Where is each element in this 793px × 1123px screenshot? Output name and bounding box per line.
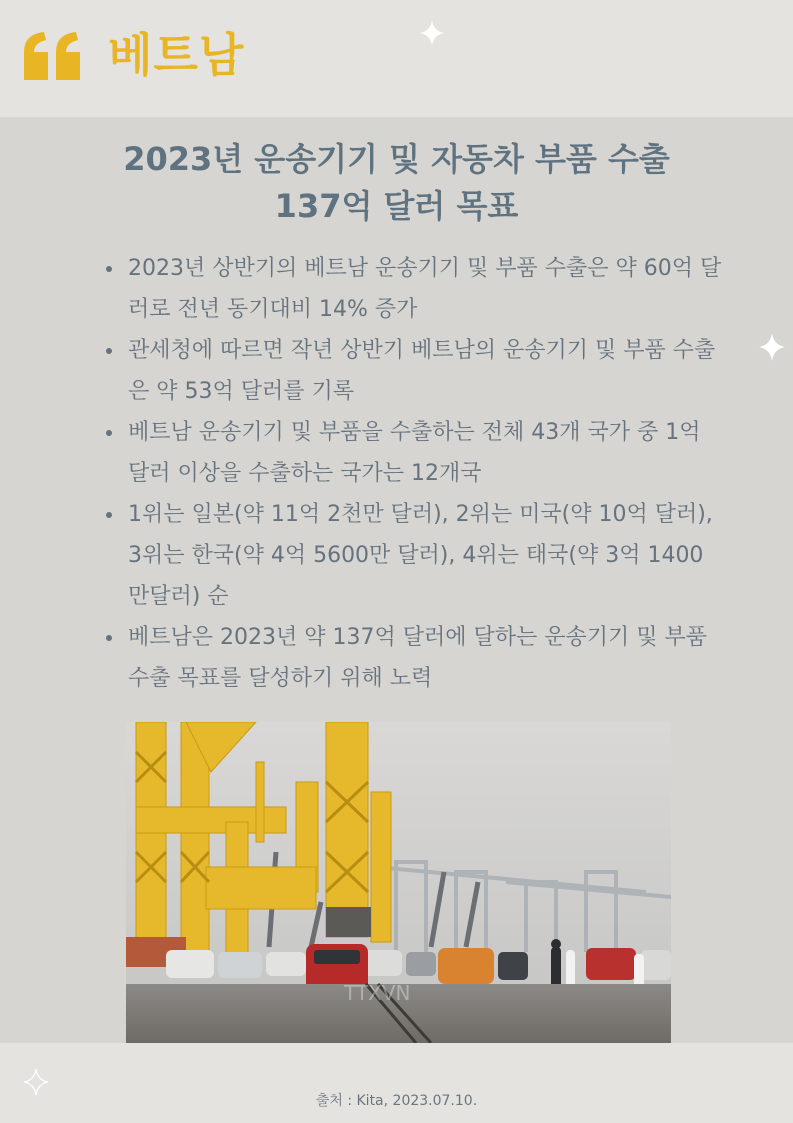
title-line-2: 137억 달러 목표 [274,187,519,225]
source-caption: 출처 : Kita, 2023.07.10. [315,1093,478,1109]
port-photo [126,722,671,1043]
bullet-item: 관세청에 따르면 작년 상반기 베트남의 운송기기 및 부품 수출은 약 53억 달러를 기록 [104,330,724,412]
title-line-1: 2023년 운송기기 및 자동차 부품 수출 [123,140,670,178]
brand-title: 베트남 [108,28,245,82]
sparkle-icon [759,333,785,361]
bullet-item: 베트남은 2023년 약 137억 달러에 달하는 운송기기 및 부품 수출 목표를 달성하기 위해 노력 [104,617,724,699]
bullet-list [104,248,724,699]
quote-icon [20,30,84,80]
port-illustration [126,722,671,1043]
footer-bar [0,1043,793,1123]
bullet-item: 베트남 운송기기 및 부품을 수출하는 전체 43개 국가 중 1억 달러 이상을 수출하는 국가는 12개국 [104,412,724,494]
bullet-item: 2023년 상반기의 베트남 운송기기 및 부품 수출은 약 60억 달러로 전년 동기대비 14% 증가 [104,248,724,330]
sparkle-icon [420,20,444,46]
bullet-item: 1위는 일본(약 11억 2천만 달러), 2위는 미국(약 10억 달러), 3위는 한국(약 4억 5600만 달러), 4위는 태국(약 3억 1400만달러) 순 [104,494,724,617]
photo-watermark: TTXVN [344,981,411,1005]
page-title [60,136,733,230]
header-bar [0,0,793,117]
